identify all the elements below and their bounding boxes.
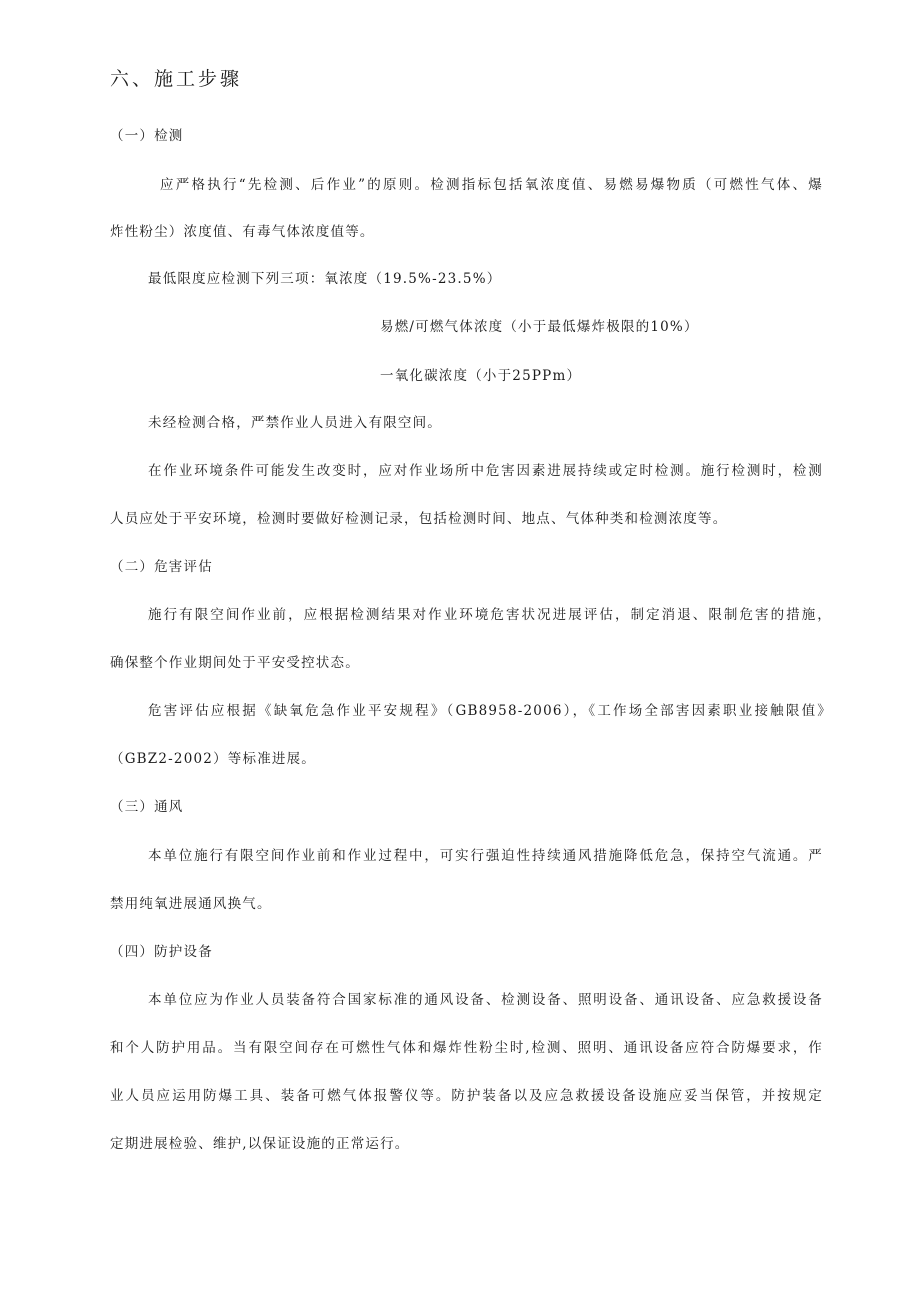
- subsection-title-ventilation: （三）通风: [110, 799, 184, 815]
- paragraph-line: 易燃/可燃气体浓度（小于最低爆炸极限的10%）: [380, 319, 699, 335]
- paragraph-line: 定期进展检验、维护,以保证设施的正常运行。: [110, 1136, 410, 1152]
- paragraph-line: 未经检测合格，严禁作业人员进入有限空间。: [148, 415, 442, 431]
- subsection-title-hazard-assessment: （二）危害评估: [110, 559, 213, 575]
- paragraph-line: 业人员应运用防爆工具、装备可燃气体报警仪等。防护装备以及应急救援设备设施应妥当保管，并按规定: [110, 1088, 823, 1104]
- paragraph-line: 炸性粉尘）浓度值、有毒气体浓度值等。: [110, 224, 375, 240]
- paragraph-line: 危害评估应根据《缺氧危急作业平安规程》（GB8958-2006），《工作场全部害因素职业接触限值》: [148, 703, 832, 719]
- subsection-title-detection: （一）检测: [110, 128, 184, 144]
- paragraph-line: 人员应处于平安环境，检测时要做好检测记录，包括检测时间、地点、气体种类和检测浓度等。: [110, 511, 728, 527]
- paragraph-line: 本单位应为作业人员装备符合国家标准的通风设备、检测设备、照明设备、通讯设备、应急救援设备: [148, 992, 823, 1008]
- paragraph-line: 施行有限空间作业前，应根据检测结果对作业环境危害状况进展评估，制定消退、限制危害的措施，: [148, 607, 832, 623]
- paragraph-line: 一氧化碳浓度（小于25PPm）: [380, 368, 582, 384]
- subsection-title-protective-equipment: （四）防护设备: [110, 944, 213, 960]
- paragraph-line: 和个人防护用品。当有限空间存在可燃性气体和爆炸性粉尘时,检测、照明、通讯设备应符合防爆要求，作: [110, 1040, 823, 1056]
- paragraph-line: （GBZ2-2002）等标准进展。: [110, 751, 316, 767]
- paragraph-line: 应严格执行“先检测、后作业”的原则。检测指标包括氧浓度值、易燃易爆物质（可燃性气体、爆: [160, 177, 823, 193]
- paragraph-line: 最低限度应检测下列三项：氧浓度（19.5%-23.5%）: [148, 271, 502, 287]
- paragraph-line: 禁用纯氧进展通风换气。: [110, 896, 272, 912]
- section-heading: 六、施工步骤: [110, 68, 243, 90]
- paragraph-line: 确保整个作业期间处于平安受控状态。: [110, 655, 360, 671]
- paragraph-line: 在作业环境条件可能发生改变时，应对作业场所中危害因素进展持续或定时检测。施行检测时，检测: [148, 463, 823, 479]
- paragraph-line: 本单位施行有限空间作业前和作业过程中，可实行强迫性持续通风措施降低危急，保持空气流通。严: [148, 848, 823, 864]
